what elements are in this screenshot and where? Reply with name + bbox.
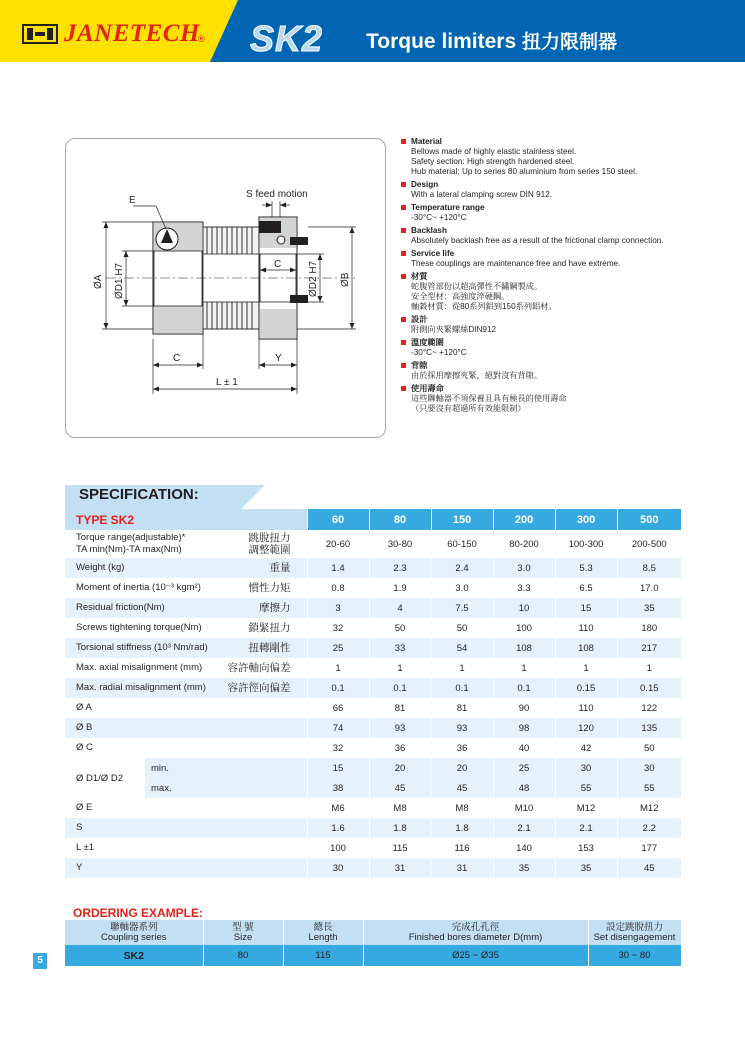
- spec-value: 35: [555, 858, 617, 878]
- label-c-inner: C: [274, 259, 282, 270]
- spec-label: Screws tightening torque(Nm): [76, 622, 202, 633]
- property-item: [400, 137, 730, 177]
- ordering-header: [283, 920, 363, 945]
- spec-value: 93: [369, 718, 431, 738]
- spec-label-zh: 扭轉剛性: [225, 638, 307, 658]
- size-header: 60: [307, 509, 369, 530]
- spec-value: 108: [555, 638, 617, 658]
- spec-value: 122: [617, 698, 681, 718]
- spec-value: M10: [493, 798, 555, 818]
- title-chinese: 扭力限制器: [521, 32, 617, 53]
- spec-label: Torsional stiffness (10³ Nm/rad): [65, 638, 225, 658]
- spec-label: Residual friction(Nm): [65, 598, 225, 618]
- label-oa: ØA: [93, 274, 104, 289]
- spec-value: 135: [617, 718, 681, 738]
- spec-label-zh: 容許徑向偏差: [225, 678, 307, 698]
- spec-label-zh: 鎖緊扭力: [248, 622, 291, 634]
- spec-value: 0.1: [369, 678, 431, 698]
- size-header: 300: [555, 509, 617, 530]
- ordering-header-zh: 型 號: [232, 921, 254, 933]
- property-title: 材質: [411, 272, 428, 281]
- page-title: [366, 27, 617, 54]
- property-line: （只要沒有超過所有效能限制）: [411, 404, 526, 413]
- label-c-bottom: C: [173, 353, 181, 364]
- ordering-header-zh: 總長: [313, 921, 333, 933]
- spec-value: 1: [431, 658, 493, 678]
- spec-value: 177: [617, 838, 681, 858]
- property-item: [400, 249, 730, 269]
- spec-label: Y: [65, 858, 307, 878]
- ordering-title: ORDERING EXAMPLE:: [73, 906, 204, 920]
- spec-label-zh: 重量: [225, 558, 307, 578]
- bullet-square-icon: [401, 317, 406, 322]
- spec-value: 100-300: [555, 530, 617, 558]
- spec-value: 33: [369, 638, 431, 658]
- label-s-feed-motion: S feed motion: [246, 189, 308, 200]
- spec-value: 20-60: [307, 530, 369, 558]
- ordering-header-en: Coupling series: [101, 931, 167, 943]
- property-line: 安全型材：高強度淬硬鋼。: [411, 292, 510, 301]
- ordering-value: 115: [283, 945, 363, 966]
- property-line: -30°C~ +120°C: [411, 348, 467, 357]
- spec-value: M12: [617, 798, 681, 818]
- coupling-drawing: [65, 138, 386, 438]
- property-title: 溫度範圍: [411, 338, 444, 347]
- spec-label: Ø D1/Ø D2: [65, 758, 145, 798]
- label-e: E: [129, 195, 136, 206]
- spec-value: 1.8: [369, 818, 431, 838]
- ordering-header-zh: 聯軸器系列: [109, 921, 158, 933]
- spec-value: M12: [555, 798, 617, 818]
- spec-row: [65, 818, 681, 838]
- spec-value: 55: [617, 778, 681, 798]
- spec-value: 1: [617, 658, 681, 678]
- spec-value: 108: [493, 638, 555, 658]
- ordering-header-zh: 完成孔孔徑: [451, 921, 500, 933]
- spec-value: 30-80: [369, 530, 431, 558]
- label-l: L ± 1: [216, 377, 238, 388]
- spec-value: 50: [369, 618, 431, 638]
- spec-row-d1d2-min: [65, 758, 681, 778]
- spec-value: 48: [493, 778, 555, 798]
- spec-value: 0.1: [493, 678, 555, 698]
- property-line: Safety section: High strength hardened steel.: [411, 157, 575, 166]
- size-header: 150: [431, 509, 493, 530]
- bullet-square-icon: [401, 182, 406, 187]
- spec-label: Ø E: [76, 802, 93, 813]
- spec-value: 15: [307, 758, 369, 778]
- spec-value: 153: [555, 838, 617, 858]
- property-item: [400, 315, 730, 335]
- spec-label-zh: 容許軸向偏差: [227, 662, 291, 674]
- spec-value: 45: [617, 858, 681, 878]
- property-item: [400, 203, 730, 223]
- type-label: TYPE SK2: [76, 512, 135, 527]
- property-line: Bellows made of highly elastic stainless steel.: [411, 147, 577, 156]
- spec-value: 20: [431, 758, 493, 778]
- brand-registered-mark: ®: [198, 34, 205, 44]
- spec-label: Max. radial misalignment (mm): [65, 678, 225, 698]
- title-english: Torque limiters: [366, 30, 517, 53]
- coupling-drawing-svg: [66, 139, 385, 437]
- spec-value: 3.0: [431, 578, 493, 598]
- spec-value: 50: [431, 618, 493, 638]
- spec-value: 32: [307, 618, 369, 638]
- property-title: 使用壽命: [411, 384, 444, 393]
- property-line: Hub material: Up to series 80 aluminium from series 150 steel.: [411, 167, 638, 176]
- ordering-header-en: Size: [233, 931, 253, 943]
- spec-value: 2.4: [431, 558, 493, 578]
- spec-value: 0.1: [431, 678, 493, 698]
- spec-value: 98: [493, 718, 555, 738]
- spec-value: 2.1: [493, 818, 555, 838]
- model-name: SK2: [250, 18, 324, 59]
- spec-value: 17.0: [617, 578, 681, 598]
- spec-row: [65, 738, 681, 758]
- spec-row: [65, 698, 681, 718]
- spec-value: 100: [307, 838, 369, 858]
- property-item: [400, 338, 730, 358]
- spec-value: 40: [493, 738, 555, 758]
- spec-value: 31: [369, 858, 431, 878]
- brand-name: JANETECH: [64, 20, 200, 47]
- property-title: Backlash: [411, 226, 447, 235]
- spec-header-row: [65, 509, 681, 530]
- spec-value: 1: [493, 658, 555, 678]
- ordering-value: 30 ~ 80: [588, 945, 681, 966]
- logo-background-slant: [210, 0, 238, 62]
- spec-row: [65, 798, 681, 818]
- spec-value: 35: [617, 598, 681, 618]
- spec-value: 200-500: [617, 530, 681, 558]
- spec-label: Moment of inertia (10⁻³ kgm²): [76, 582, 201, 593]
- spec-value: 6.5: [555, 578, 617, 598]
- spec-value: 0.8: [307, 578, 369, 598]
- spec-value: 81: [431, 698, 493, 718]
- property-line: 由於採用摩擦夾緊，絕對沒有背隙。: [411, 371, 543, 380]
- spec-value: 2.1: [555, 818, 617, 838]
- bullet-square-icon: [401, 251, 406, 256]
- property-item: [400, 226, 730, 246]
- spec-row: [65, 678, 681, 698]
- spec-value: 81: [369, 698, 431, 718]
- spec-label-zh: 摩擦力: [225, 598, 307, 618]
- spec-value: 4: [369, 598, 431, 618]
- spec-value: 15: [555, 598, 617, 618]
- spec-value: 0.15: [555, 678, 617, 698]
- spec-value: 10: [493, 598, 555, 618]
- spec-value: 20: [369, 758, 431, 778]
- bullet-square-icon: [401, 139, 406, 144]
- spec-value: 66: [307, 698, 369, 718]
- spec-value: 7.5: [431, 598, 493, 618]
- spec-value: 8.5: [617, 558, 681, 578]
- property-title: 背隙: [411, 361, 428, 370]
- spec-row: [65, 658, 681, 678]
- spec-value: 50: [617, 738, 681, 758]
- property-title: Material: [411, 137, 442, 146]
- property-line: 蛇腹管部份以超高彈性不鏽鋼製成。: [411, 282, 543, 291]
- spec-value: 110: [555, 618, 617, 638]
- property-line: With a lateral clamping screw DIN 912.: [411, 190, 553, 199]
- spec-value: 140: [493, 838, 555, 858]
- spec-value: 3.0: [493, 558, 555, 578]
- spec-label: Ø A: [76, 702, 92, 713]
- ordering-value-row: [65, 945, 681, 966]
- spec-value: 32: [307, 738, 369, 758]
- ordering-header-en: Length: [308, 931, 338, 943]
- spec-label: L ±1: [76, 842, 95, 853]
- spec-value: 1.9: [369, 578, 431, 598]
- spec-value: 2.2: [617, 818, 681, 838]
- spec-value: 60-150: [431, 530, 493, 558]
- property-item: [400, 361, 730, 381]
- ordering-header-row: [65, 920, 681, 945]
- spec-label-zh: 慣性力矩: [248, 582, 291, 594]
- size-header: 80: [369, 509, 431, 530]
- ordering-value: 80: [203, 945, 283, 966]
- property-line: 附側向夾緊螺絲DIN912: [411, 325, 497, 334]
- spec-value: 1.8: [431, 818, 493, 838]
- spec-sublabel-max: max.: [145, 778, 307, 798]
- bullet-square-icon: [401, 386, 406, 391]
- property-line: 這些聯軸器不須保養且具有極長的使用壽命: [411, 394, 567, 403]
- spec-value: 120: [555, 718, 617, 738]
- spec-label: Ø B: [65, 718, 307, 738]
- label-y: Y: [275, 353, 282, 364]
- specification-title: SPECIFICATION:: [79, 486, 199, 503]
- spec-value: 1: [307, 658, 369, 678]
- spec-value: 45: [431, 778, 493, 798]
- spec-value: M6: [307, 798, 369, 818]
- page-number: 5: [33, 953, 47, 969]
- label-ob: ØB: [340, 272, 351, 287]
- spec-value: 1.6: [307, 818, 369, 838]
- property-item: [400, 384, 730, 414]
- bullet-square-icon: [401, 274, 406, 279]
- spec-row: [65, 530, 681, 558]
- spec-value: 36: [369, 738, 431, 758]
- bullet-square-icon: [401, 205, 406, 210]
- label-od1: ØD1 H7: [114, 262, 125, 299]
- spec-value: 42: [555, 738, 617, 758]
- page-header: [0, 0, 745, 62]
- spec-value: M8: [369, 798, 431, 818]
- spec-value: 38: [307, 778, 369, 798]
- ordering-header: [363, 920, 588, 945]
- label-od2: ØD2 H7: [308, 260, 319, 297]
- spec-value: 90: [493, 698, 555, 718]
- spec-row: [65, 578, 681, 598]
- janetech-logo-icon: [22, 24, 58, 44]
- spec-label: S: [65, 818, 307, 838]
- spec-value: 5.3: [555, 558, 617, 578]
- spec-value: 55: [555, 778, 617, 798]
- spec-value: 30: [307, 858, 369, 878]
- spec-value: 1: [369, 658, 431, 678]
- spec-value: 31: [431, 858, 493, 878]
- property-line: -30°C~ +120°C: [411, 213, 467, 222]
- spec-value: 3.3: [493, 578, 555, 598]
- ordering-table: [65, 920, 682, 966]
- bullet-square-icon: [401, 228, 406, 233]
- properties-list: [400, 137, 730, 417]
- spec-value: 1.4: [307, 558, 369, 578]
- type-cell: [65, 509, 307, 530]
- spec-label: Weight (kg): [65, 558, 225, 578]
- property-title: Design: [411, 180, 439, 189]
- property-line: 軸穀材質：從80系列鋁到150系列鋁材。: [411, 302, 557, 311]
- spec-value: 100: [493, 618, 555, 638]
- property-item: [400, 180, 730, 200]
- spec-label: Max. axial misalignment (mm): [76, 662, 203, 673]
- spec-value: 80-200: [493, 530, 555, 558]
- ordering-header-en: Finished bores diameter D(mm): [408, 931, 543, 943]
- spec-value: 180: [617, 618, 681, 638]
- ordering-value: Ø25 ~ Ø35: [363, 945, 588, 966]
- property-line: These couplings are maintenance free and have extreme.: [411, 259, 621, 268]
- spec-value: 0.1: [307, 678, 369, 698]
- spec-label: Ø C: [76, 742, 93, 753]
- spec-value: 36: [431, 738, 493, 758]
- specification-table: [65, 509, 681, 878]
- spec-value: 25: [493, 758, 555, 778]
- spec-value: M8: [431, 798, 493, 818]
- property-title: 設計: [411, 315, 428, 324]
- property-title: Temperature range: [411, 203, 485, 212]
- spec-row: [65, 618, 681, 638]
- property-title: Service life: [411, 249, 455, 258]
- spec-row: [65, 718, 681, 738]
- spec-value: 30: [555, 758, 617, 778]
- spec-value: 45: [369, 778, 431, 798]
- spec-value: 2.3: [369, 558, 431, 578]
- ordering-header: [203, 920, 283, 945]
- bullet-square-icon: [401, 363, 406, 368]
- spec-value: 217: [617, 638, 681, 658]
- spec-row: [65, 838, 681, 858]
- spec-value: 93: [431, 718, 493, 738]
- ordering-header: [65, 920, 203, 945]
- spec-row-d1d2-max: [65, 778, 681, 798]
- spec-label-zh: 跳脫扭力 調整範圍: [248, 532, 291, 556]
- spec-value: 110: [555, 698, 617, 718]
- spec-row: [65, 638, 681, 658]
- spec-row: [65, 858, 681, 878]
- ordering-header-zh: 設定跳脫扭力: [605, 921, 663, 933]
- size-header: 200: [493, 509, 555, 530]
- bullet-square-icon: [401, 340, 406, 345]
- spec-value: 30: [617, 758, 681, 778]
- spec-value: 115: [369, 838, 431, 858]
- spec-value: 116: [431, 838, 493, 858]
- ordering-header: [588, 920, 681, 945]
- property-line: Absolutely backlash free as a result of the frictional clamp connection.: [411, 236, 664, 245]
- spec-label: Torque range(adjustable)* TA min(Nm)-TA max(Nm): [76, 532, 186, 555]
- spec-value: 35: [493, 858, 555, 878]
- spec-value: 74: [307, 718, 369, 738]
- ordering-value: SK2: [65, 945, 203, 966]
- spec-value: 1: [555, 658, 617, 678]
- spec-value: 25: [307, 638, 369, 658]
- spec-value: 3: [307, 598, 369, 618]
- ordering-header-en: Set disengagement: [593, 931, 676, 943]
- spec-value: 54: [431, 638, 493, 658]
- spec-row: [65, 558, 681, 578]
- spec-value: 0.15: [617, 678, 681, 698]
- property-item: [400, 272, 730, 312]
- spec-sublabel-min: min.: [145, 758, 307, 778]
- size-header: 500: [617, 509, 681, 530]
- spec-row: [65, 598, 681, 618]
